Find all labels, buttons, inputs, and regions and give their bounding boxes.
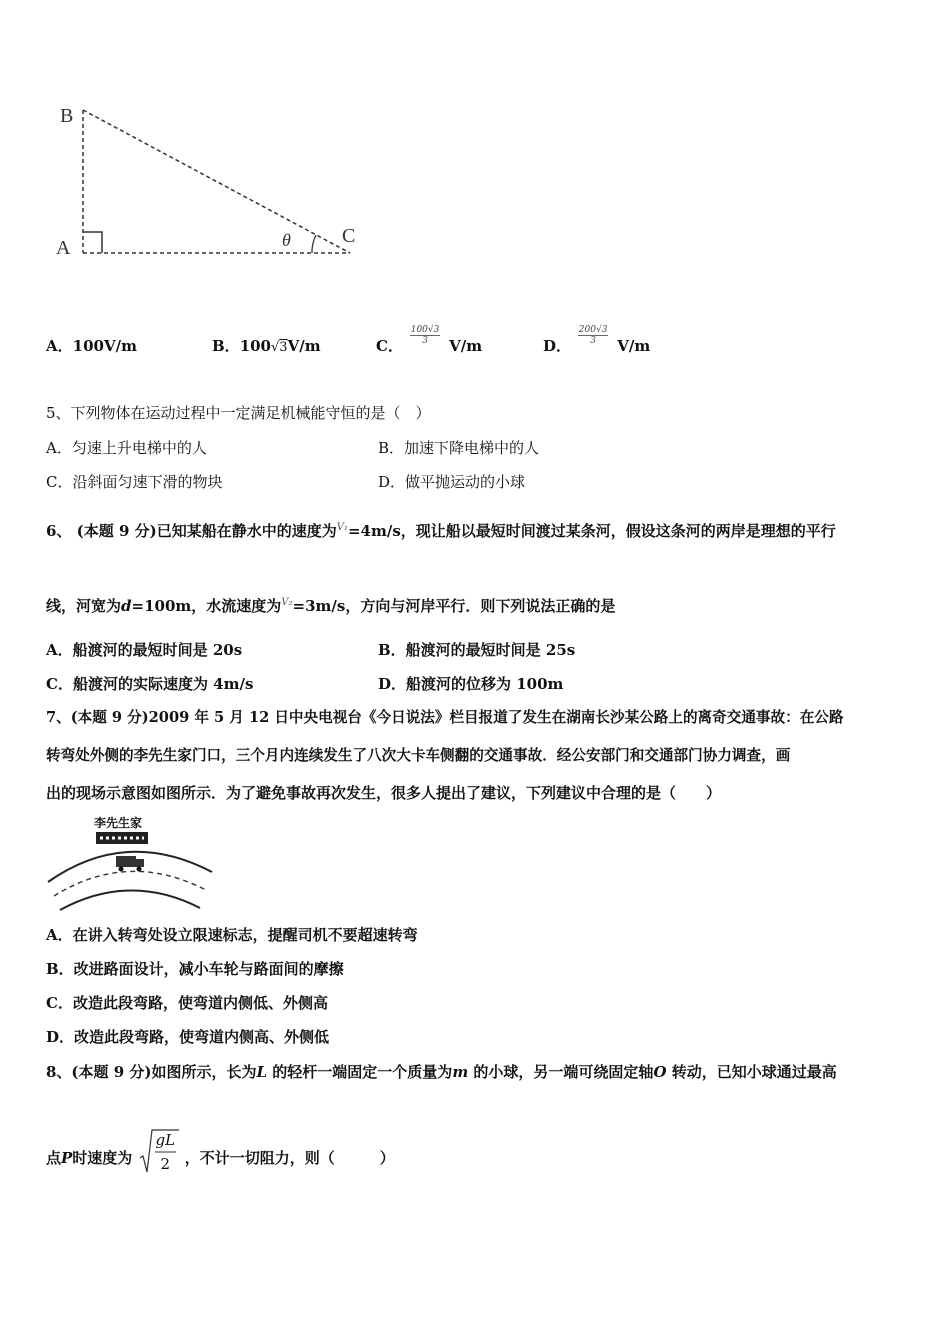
label-b: B	[60, 105, 74, 127]
q6-option-c: C．船渡河的实际速度为 4m/s	[46, 675, 254, 693]
q8-stem-line2	[46, 1128, 395, 1174]
label-theta: θ	[282, 230, 291, 250]
q7-option-a: A．在讲入转弯处设立限速标志，提醒司机不要超速转弯	[46, 926, 418, 944]
q4-option-b-label: B．	[212, 337, 240, 355]
frac-num: gL	[155, 1131, 176, 1149]
side-bc	[83, 110, 350, 253]
q7-option-d: D．改造此段弯路，使弯道内侧高、外侧低	[46, 1028, 330, 1046]
P-symbol: P	[61, 1149, 73, 1167]
q4-option-b-pre: 100	[239, 337, 271, 355]
sqrt-expression	[138, 1128, 180, 1174]
q5-option-d: D．做平抛运动的小球	[378, 473, 526, 491]
m-symbol: m	[452, 1063, 469, 1081]
q8-line2-a: 点	[46, 1149, 62, 1167]
q5-stem: 5、下列物体在运动过程中一定满足机械能守恒的是（ ）	[46, 404, 431, 422]
q7-stem-line3: 出的现场示意图如图所示．为了避免事故再次发生，很多人提出了建议，下列建议中合理的是（ ）	[46, 784, 722, 802]
q4-option-c-den: 3	[422, 335, 428, 346]
q6-option-b: B．船渡河的最短时间是 25s	[378, 641, 576, 659]
q8-line1-c: 的小球，另一端可绕固定轴	[473, 1063, 654, 1081]
road-figure	[46, 812, 216, 912]
frac-den: 2	[160, 1155, 171, 1173]
road-inner-edge	[60, 890, 200, 910]
O-symbol: O	[653, 1063, 667, 1081]
angle-arc	[312, 235, 316, 253]
q4-option-b-rad: 3	[279, 340, 288, 355]
q4-option-c-label: C．	[376, 337, 403, 355]
q8-line1-a: 8、(本题 9 分)如图所示，长为	[46, 1063, 257, 1081]
q4-option-a-label: A．	[46, 337, 73, 355]
right-angle-mark	[83, 232, 102, 253]
q6-stem-2b: =100m，水流速度为	[131, 597, 282, 615]
q4-option-d-label: D．	[543, 337, 572, 355]
road-center-line	[54, 871, 206, 896]
q7-stem-line2: 转弯处外侧的李先生家门口，三个月内连续发生了八次大卡车侧翻的交通事故．经公安部门和交通部门协力调查，画	[46, 747, 791, 764]
q4-option-d-num: 200√3	[578, 324, 608, 335]
q4-option-d-post: V/m	[617, 337, 651, 355]
q8-line1-d: 转动，已知小球通过最高	[671, 1063, 837, 1081]
d-symbol: d	[121, 597, 132, 615]
q6-stem-2a: 线，河宽为	[46, 597, 122, 615]
q5-option-b: B．加速下降电梯中的人	[378, 439, 540, 457]
q6-stem-2c: =3m/s，方向与河岸平行．则下列说法正确的是	[292, 597, 616, 615]
label-c: C	[342, 225, 356, 247]
q8-line2-b: 时速度为	[72, 1149, 133, 1167]
q4-option-d	[543, 322, 651, 362]
q5-option-a: A．匀速上升电梯中的人	[46, 439, 207, 457]
label-a: A	[56, 237, 71, 259]
triangle-figure	[50, 98, 370, 268]
house-label: 李先生家	[94, 816, 143, 830]
q7-option-c: C．改造此段弯路，使弯道内侧低、外侧高	[46, 994, 328, 1012]
q4-option-b: B．100√3V/m	[212, 337, 321, 355]
q6-stem-line1	[46, 518, 836, 541]
v2-symbol: V₂	[281, 597, 293, 608]
q6-stem-1b: =4m/s，现让船以最短时间渡过某条河，假设这条河的两岸是理想的平行	[347, 522, 836, 540]
q4-option-c-num: 100√3	[410, 324, 440, 335]
q4-option-b-post: V/m	[287, 337, 321, 355]
q8-stem-line1	[46, 1062, 837, 1082]
q4-option-d-den: 3	[590, 335, 596, 346]
L-symbol: L	[256, 1063, 268, 1081]
q4-option-c-post: V/m	[449, 337, 483, 355]
q8-line1-b: 的轻杆一端固定一个质量为	[272, 1063, 453, 1081]
v1-symbol: V₁	[336, 522, 348, 533]
q6-stem-1a: 6、 (本题 9 分)已知某船在静水中的速度为	[46, 522, 337, 540]
truck-icon	[116, 856, 144, 872]
q4-option-a-text: 100V/m	[72, 337, 137, 355]
q6-option-d: D．船渡河的位移为 100m	[378, 675, 564, 693]
q5-option-c: C．沿斜面匀速下滑的物块	[46, 473, 223, 491]
q4-option-c	[376, 322, 483, 362]
q8-line2-c: ，不计一切阻力，则（ ）	[184, 1149, 395, 1167]
q6-option-a: A．船渡河的最短时间是 20s	[46, 641, 243, 659]
q7-option-b: B．改进路面设计，减小车轮与路面间的摩擦	[46, 960, 344, 978]
q6-stem-line2	[46, 593, 615, 616]
house-icon	[96, 832, 148, 844]
q7-stem-line1: 7、(本题 9 分)2009 年 5 月 12 日中央电视台《今日说法》栏目报道了发生在湖南长沙某公路上的离奇交通事故：在公路	[46, 709, 844, 726]
q4-option-a	[46, 336, 137, 356]
